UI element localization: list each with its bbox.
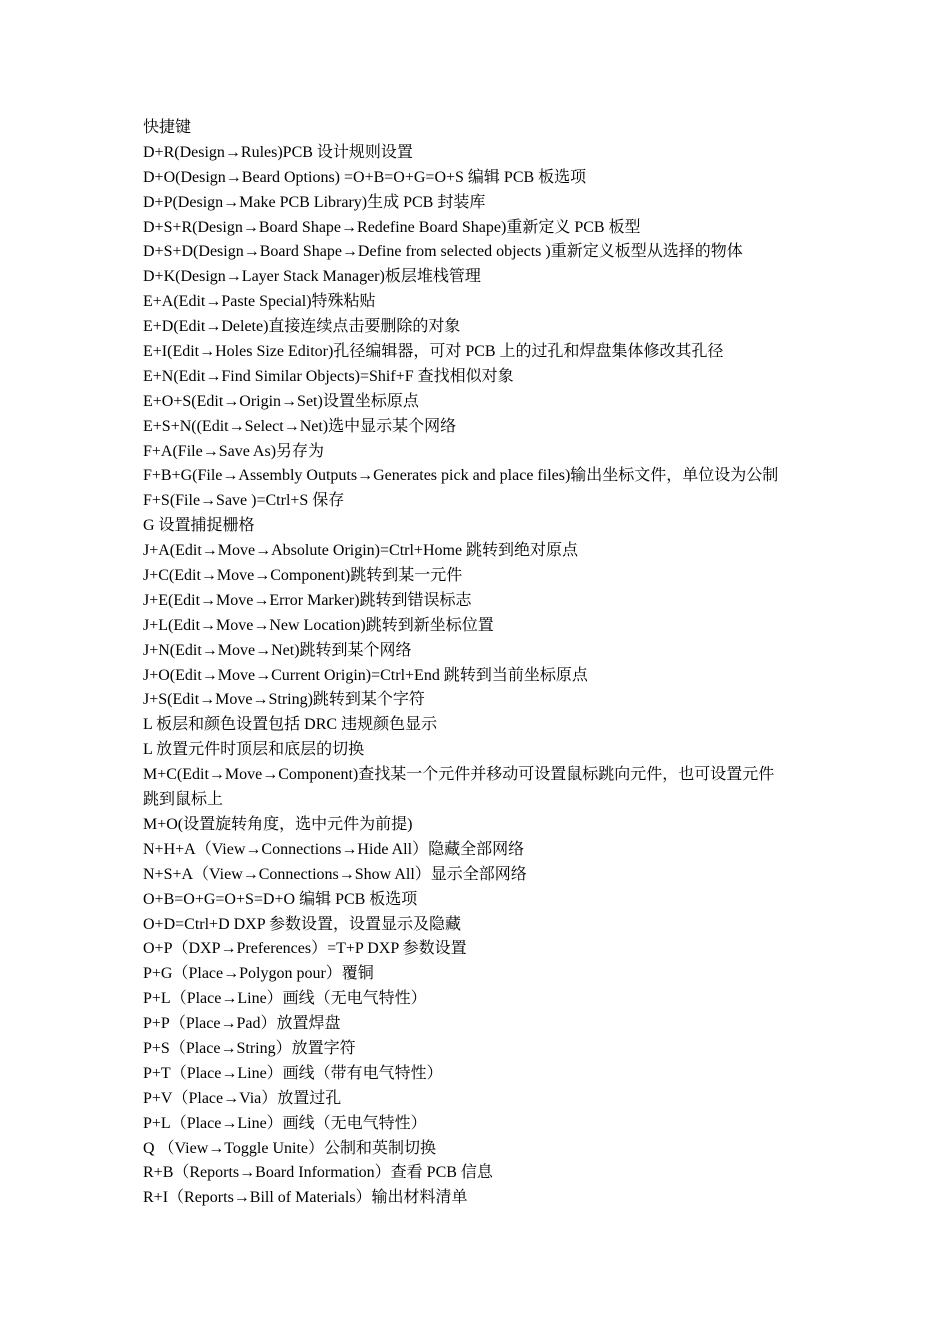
shortcut-line: J+L(Edit→Move→New Location)跳转到新坐标位置 — [143, 616, 494, 634]
shortcut-line: P+L（Place→Line）画线（无电气特性） — [143, 1114, 427, 1132]
shortcut-line: E+O+S(Edit→Origin→Set)设置坐标原点 — [143, 392, 419, 410]
shortcut-line: J+C(Edit→Move→Component)跳转到某一元件 — [143, 567, 463, 585]
shortcut-line: P+L（Place→Line）画线（无电气特性） — [143, 990, 427, 1008]
shortcut-line: F+A(File→Save As)另存为 — [143, 442, 325, 460]
shortcut-line: J+E(Edit→Move→Error Marker)跳转到错误标志 — [143, 591, 472, 609]
shortcut-line: P+G（Place→Polygon pour）覆铜 — [143, 965, 374, 983]
shortcut-line: J+S(Edit→Move→String)跳转到某个字符 — [143, 691, 425, 709]
shortcut-line: P+V（Place→Via）放置过孔 — [143, 1089, 342, 1107]
shortcut-line: D+P(Design→Make PCB Library)生成 PCB 封装库 — [143, 193, 486, 211]
shortcut-line: D+S+R(Design→Board Shape→Redefine Board Shape)重新定义 PCB 板型 — [143, 218, 641, 236]
shortcut-line: E+N(Edit→Find Similar Objects)=Shif+F 查找相似对象 — [143, 367, 514, 385]
shortcut-line: F+S(File→Save )=Ctrl+S 保存 — [143, 492, 345, 510]
shortcut-line: N+H+A（View→Connections→Hide All）隐藏全部网络 — [143, 840, 525, 858]
shortcut-line: E+S+N((Edit→Select→Net)选中显示某个网络 — [143, 417, 457, 435]
shortcut-line: P+S（Place→String）放置字符 — [143, 1039, 356, 1057]
shortcut-line: E+D(Edit→Delete)直接连续点击要删除的对象 — [143, 318, 461, 336]
shortcut-line: L 放置元件时顶层和底层的切换 — [143, 741, 365, 759]
document-body — [143, 116, 823, 1211]
shortcut-line: E+I(Edit→Holes Size Editor)孔径编辑器，可对 PCB 上的过孔和焊盘集体修改其孔径 — [143, 343, 724, 361]
shortcut-line: F+B+G(File→Assembly Outputs→Generates pick and place files)输出坐标文件，单位设为公制 — [143, 467, 779, 485]
shortcut-line: G 设置捕捉栅格 — [143, 517, 255, 535]
shortcut-line: O+D=Ctrl+D DXP 参数设置，设置显示及隐藏 — [143, 915, 462, 933]
shortcut-line: D+S+D(Design→Board Shape→Define from selected objects )重新定义板型从选择的物体 — [143, 243, 743, 261]
shortcut-line: R+I（Reports→Bill of Materials）输出材料清单 — [143, 1189, 468, 1207]
shortcut-line: Q （View→Toggle Unite）公制和英制切换 — [143, 1139, 437, 1157]
shortcut-line: P+T（Place→Line）画线（带有电气特性） — [143, 1064, 443, 1082]
shortcut-line: J+N(Edit→Move→Net)跳转到某个网络 — [143, 641, 412, 659]
shortcut-line: D+R(Design→Rules)PCB 设计规则设置 — [143, 143, 413, 161]
shortcut-line: M+C(Edit→Move→Component)查找某一个元件并移动可设置鼠标跳向元件，也可设置元件 — [143, 766, 775, 784]
shortcut-line: N+S+A（View→Connections→Show All）显示全部网络 — [143, 865, 527, 883]
shortcut-line-continuation: 跳到鼠标上 — [143, 791, 224, 809]
shortcut-line: P+P（Place→Pad）放置焊盘 — [143, 1015, 341, 1033]
shortcut-line: J+A(Edit→Move→Absolute Origin)=Ctrl+Home 跳转到绝对原点 — [143, 542, 579, 560]
shortcut-line: O+B=O+G=O+S=D+O 编辑 PCB 板选项 — [143, 890, 418, 908]
shortcut-line: L 板层和颜色设置包括 DRC 违规颜色显示 — [143, 716, 438, 734]
shortcut-line: J+O(Edit→Move→Current Origin)=Ctrl+End 跳转到当前坐标原点 — [143, 666, 588, 684]
document-heading: 快捷键 — [143, 119, 192, 136]
shortcut-line: D+O(Design→Beard Options) =O+B=O+G=O+S 编辑 PCB 板选项 — [143, 168, 587, 186]
shortcut-line: D+K(Design→Layer Stack Manager)板层堆栈管理 — [143, 268, 481, 286]
shortcut-line: E+A(Edit→Paste Special)特殊粘贴 — [143, 293, 376, 311]
shortcut-line: M+O(设置旋转角度，选中元件为前提) — [143, 815, 413, 833]
shortcut-line: O+P（DXP→Preferences）=T+P DXP 参数设置 — [143, 940, 467, 958]
shortcut-line: R+B（Reports→Board Information）查看 PCB 信息 — [143, 1164, 493, 1182]
